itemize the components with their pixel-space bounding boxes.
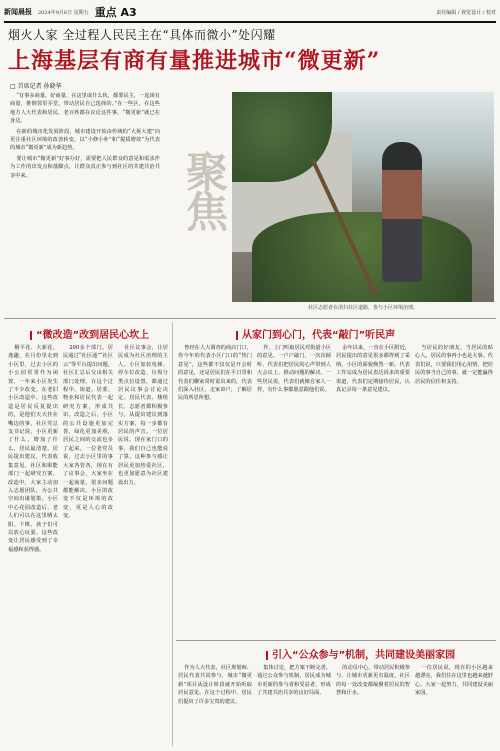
section-title [236, 326, 395, 341]
column-text: 集体讨论，把方案不断完善。通过公众参与机制，居民成为城市更新的参与者和受益者，形成了共建共治共享的良好局面。 [257, 665, 331, 697]
header-left [4, 4, 137, 20]
title-marker [236, 331, 238, 340]
photo-caption: 社区志愿者在清扫社区道路，参与小区环境治理。 [307, 305, 418, 311]
byline: □ 首席记者 孙晓华 [10, 83, 62, 90]
headline: 上海基层有商有量推进城市“微更新” [8, 48, 381, 74]
intro-paragraph: 要让城市“微更新”好事办好，需要把人民群众的意见和需求作为工作的出发点和落脚点，让群众真正参与到社区的共建共治共享中来。 [10, 155, 160, 179]
article-column [257, 344, 331, 636]
section-title-text: “微改造”改到居民心坎上 [36, 330, 150, 341]
column-text: 作，上门听取居民对街道小区的意见。一户户敲门，一次次倾听，代表们把居民的心声带到人大会议上，推动问题的解决。一些居民说，代表们就像自家人一样，有什么事都愿意跟他们说。 [257, 345, 331, 394]
section-title-text: 引入“公众参与”机制，共同建设美丽家园 [272, 650, 456, 661]
column-text: 作为人大代表，社区规划师、居民代表共同参与，城市“微更新”项目从设计阶段就开始听取居民意见。在这个过程中，居民们提出了许多宝贵的建议。 [178, 665, 252, 705]
paper-name: 新闻晨报 [4, 7, 32, 16]
photo-shrub [252, 212, 472, 302]
editor-info: 责任编辑 / 视觉设计 / 校对 [436, 9, 496, 16]
intro-paragraph: “有事多商量、好商量、在这里成什么伙，都要民主，一起谈有商量，推倒邻里弄堂，带动居民自己选择的。”在一些区，在这些地方人大代表和居民，老百姓都在议论这件事，“微更新”就已在身边。 [10, 93, 160, 125]
article-column [257, 664, 331, 746]
intro-paragraph: 在新的城市化发展阶段，城市建设开始由传统的“大拆大建”向更注重社区环境的改善转变，以“小修小补”和“提质增效”为代表的城市“微更新”成为新趋势。 [10, 128, 160, 152]
article-column [336, 344, 410, 636]
kicker: 烟火人家 全过程人民民主在“具体而微小”处闪耀 [8, 28, 276, 42]
page-header [4, 3, 496, 23]
article-column [178, 664, 252, 746]
title-marker [266, 651, 268, 660]
column-text: 200多个部门。居民通过“社区通”“社区云”等平台提出问题，社区汇总后交由相关部门处理。在这个过程中，街道、居委、物业和居民代表一起研究方案，形成共识。改造之后，小区的公共设施更加完善，绿化更加美观，居民之间的交流也多了起来。一位老党员说，过去小区里的事大家各管各，现在有了议事会，大家坐在一起商量，很多问题都能解决。小区的改变不仅是环境的改变，更是人心的改变。 [63, 345, 113, 520]
article-column [63, 344, 113, 744]
photo-person [382, 142, 422, 282]
intro [10, 92, 160, 182]
column-divider [172, 322, 173, 746]
divider [176, 640, 496, 641]
calligraphy-title: 聚焦 [180, 150, 229, 230]
column-text: 社区议事会，让居民成为社区治理的主人。小区加装电梯、停车位改造、垃圾分类点位设置，都通过居民议事会讨论决定。居民代表、楼组长、志愿者都积极参与，从提出建议到落实方案，每一步都有居民的声音。一位居民说，现在家门口的事，我们自己也能说了算。这种参与感让居民更加热爱社区，也更加愿意为社区建设出力。 [118, 345, 168, 486]
title-marker [30, 331, 32, 340]
issue-date: 2024年9月6日 星期五 [38, 9, 89, 16]
article-column [336, 664, 410, 746]
column-text: 的动员中心，带动居民积极参与，让城市更新更有温度。社区的每一处改变都凝聚着居民的智慧和汗水。 [336, 665, 410, 697]
article-column [118, 344, 168, 744]
column-text: 当居民的好朋友，当居民的贴心人。居民的事再小也是大事。代表们说，只要我们用心用情，把居民的事当自己的事，就一定能赢得居民的信任和支持。 [415, 345, 493, 385]
section-title-text: 从家门到心门，代表“敲门”听民声 [242, 330, 396, 341]
column-text: 一位居民说，现在的小区越来越漂亮，我们住在这里也越来越舒心。大家一起努力，共同建设美丽家园。 [415, 665, 493, 697]
article-column [8, 344, 58, 744]
column-text: 曾经在人大调查的商店门口，你今年的代表小区门口的“热门意见”，这些都不仅仅是开会时的意见，还是居民们在平日里和代表们聊家常时说出来的。代表们深入社区，走家串户，了解居民的所思所想。 [178, 345, 252, 402]
column-text: 桐平花、大新花、逸趣，在月份里走到小区里，过去小区的小公园常常作为闲置，一年来小区发生了不少改变。在老旧小区改造中，这些改造是居民反复提出的，是他们天天挂在嘴边的事。社区党总支书记说，小区更新了什么，增加了什么，居民最清楚。居民提出建议，代表收集意见，社区和职能部门一起研究方案。改造中，大家主动加入志愿团队，为公共空间出谋划策。小区中心花园改造后，老人们可以在这里晒太阳、下棋，孩子们可以放心玩耍。这些改变让居民感受到了幸福感和获得感。 [8, 345, 58, 553]
column-text: 余年以来，一直在小区附近，居民提出的意见很多都得到了采纳，小区的面貌焕然一新。代表工作站成为居民表达诉求的重要渠道，代表们定期接待居民，认真记录每一条意见建议。 [336, 345, 410, 394]
section-label: 重点 A3 [94, 6, 137, 19]
divider [4, 318, 496, 319]
article-column [178, 344, 252, 636]
section-title [30, 326, 149, 341]
article-column [415, 664, 493, 746]
article-column [415, 344, 493, 636]
news-photo [232, 92, 494, 302]
section-title [266, 646, 455, 661]
